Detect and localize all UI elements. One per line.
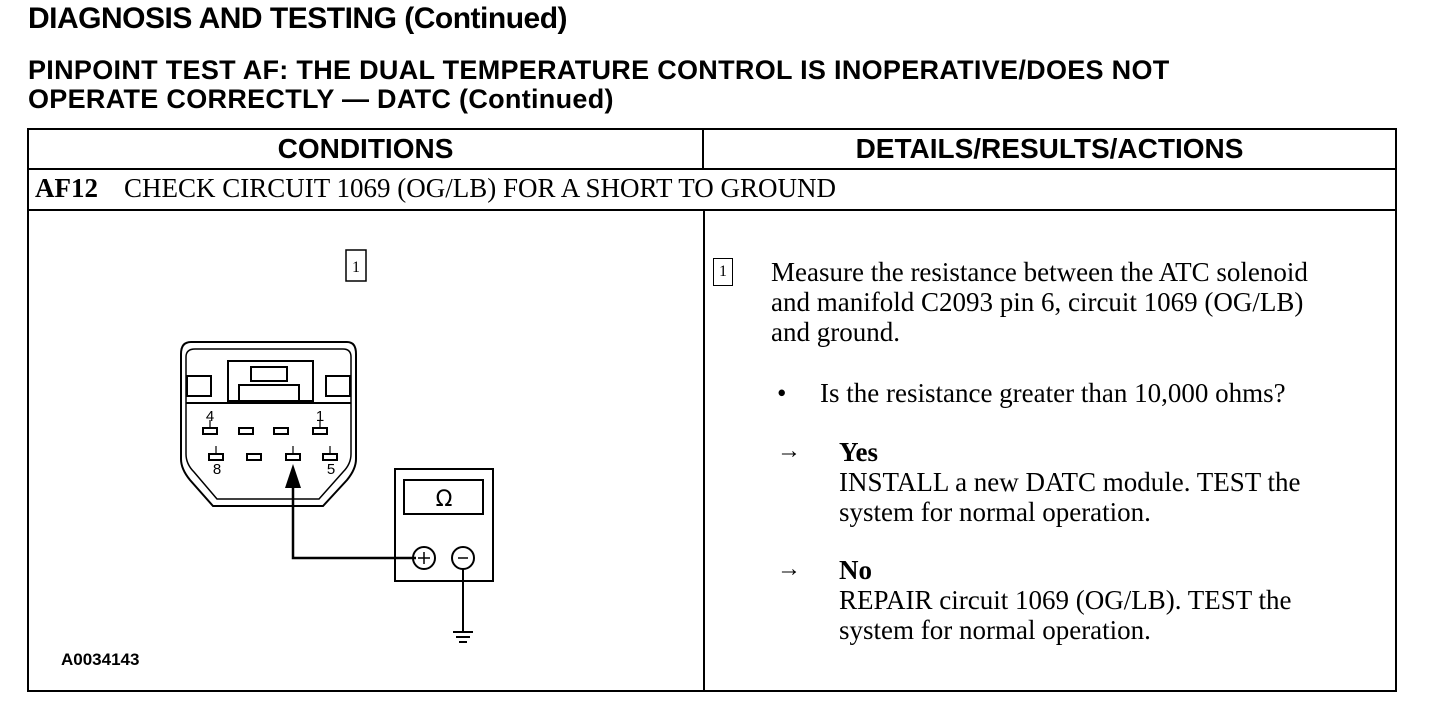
pin-label-1: 1 [315,408,325,425]
details-step-marker: 1 [713,258,733,286]
instruction-line-3: and ground. [771,317,900,347]
instruction-text [771,257,1308,347]
yes-arrow-icon: → [777,438,801,464]
ground-symbol-icon [453,569,473,642]
pin-label-8: 8 [212,461,222,478]
step-marker [346,250,366,281]
test-diagram [29,130,702,692]
pinpoint-test-title [28,56,1170,114]
no-label: No [839,555,872,585]
step-marker-number: 1 [352,259,360,276]
yes-result [839,437,1301,527]
meter-omega-symbol: Ω [435,487,453,512]
test-title-line-2: OPERATE CORRECTLY — DATC (Continued) [28,84,614,114]
pin-label-5: 5 [326,461,336,478]
yes-action-line-2: system for normal operation. [839,497,1151,527]
no-action-line-1: REPAIR circuit 1069 (OG/LB). TEST the [839,585,1292,615]
details-header: DETAILS/RESULTS/ACTIONS [855,133,1244,164]
no-result [839,555,1292,645]
yes-label: Yes [839,437,878,467]
figure-id: A0034143 [61,650,140,669]
step-id: AF12 [35,173,98,203]
no-arrow-icon: → [777,556,801,582]
bullet-icon: • [777,378,787,408]
instruction-line-2: and manifold C2093 pin 6, circuit 1069 (OG/LB) [771,287,1304,317]
ohmmeter-icon [395,469,493,581]
pinpoint-test-table [27,128,1397,692]
step-title: CHECK CIRCUIT 1069 (OG/LB) FOR A SHORT TO GROUND [124,173,836,203]
no-action-line-2: system for normal operation. [839,615,1151,645]
conditions-header: CONDITIONS [277,133,454,164]
test-title-line-1: PINPOINT TEST AF: THE DUAL TEMPERATURE CONTROL IS INOPERATIVE/DOES NOT [28,55,1170,85]
probe-arrow-icon [285,464,416,558]
instruction-line-1: Measure the resistance between the ATC solenoid [771,257,1308,287]
yes-action-line-1: INSTALL a new DATC module. TEST the [839,467,1301,497]
pin-label-4: 4 [205,408,215,425]
body-column-divider [703,209,705,690]
section-title: DIAGNOSIS AND TESTING (Continued) [28,2,568,35]
question-text: Is the resistance greater than 10,000 ohms? [820,378,1286,408]
